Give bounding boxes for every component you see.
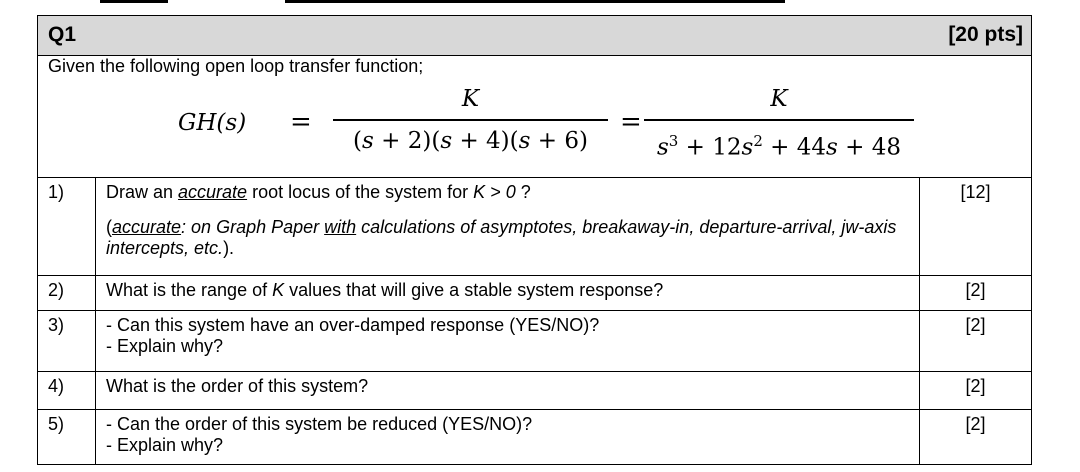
question-row-5 bbox=[38, 410, 1031, 465]
item-marks: [2] bbox=[965, 280, 986, 300]
item-marks-cell bbox=[919, 410, 1031, 465]
text-run: ? bbox=[515, 182, 531, 202]
den-part: + 48 bbox=[837, 134, 902, 161]
item-text bbox=[106, 414, 906, 456]
item-marks: [2] bbox=[965, 376, 986, 396]
item-line: - Can the order of this system be reduced (YES/NO)? bbox=[106, 414, 533, 434]
text-run: : on Graph Paper bbox=[181, 217, 325, 237]
den-power: 3 bbox=[668, 132, 679, 150]
text-run: calculations of asymptotes, breakaway-in, departure-arrival, jw-axis intercepts, etc. bbox=[106, 217, 897, 258]
text-run: root locus of the system for bbox=[247, 182, 474, 202]
item-number: 5) bbox=[48, 414, 65, 434]
item-marks-cell bbox=[919, 276, 1031, 310]
item-number-cell bbox=[38, 178, 96, 275]
item-note bbox=[106, 217, 906, 259]
factored-denominator bbox=[333, 121, 608, 159]
item-number-cell bbox=[38, 311, 96, 371]
question-row-4 bbox=[38, 372, 1031, 410]
question-points: [20 pts] bbox=[948, 23, 1023, 46]
den-var: s bbox=[362, 128, 374, 154]
item-question bbox=[106, 182, 906, 203]
den-part: + 12 bbox=[678, 134, 742, 161]
transfer-function-lhs: GH(s) bbox=[178, 110, 247, 136]
top-rule-left bbox=[100, 0, 168, 3]
item-marks-cell bbox=[919, 372, 1031, 409]
equals-sign: = bbox=[290, 107, 312, 137]
item-text bbox=[106, 376, 906, 397]
given-intro: Given the following open loop transfer function; bbox=[48, 56, 424, 76]
item-number: 2) bbox=[48, 280, 65, 300]
text-run: ( bbox=[106, 217, 112, 237]
text-run-underlined: with bbox=[324, 217, 357, 237]
equals-sign: = bbox=[620, 107, 642, 137]
den-part: + 6) bbox=[530, 128, 588, 154]
den-part: + 44 bbox=[762, 134, 827, 161]
question-row-1 bbox=[38, 178, 1031, 276]
question-row-3 bbox=[38, 311, 1031, 372]
text-run-underlined: accurate bbox=[112, 217, 182, 237]
item-line: What is the order of this system? bbox=[106, 376, 369, 396]
den-var: s bbox=[518, 128, 531, 154]
den-part: + 2)( bbox=[373, 128, 441, 154]
item-marks: [12] bbox=[960, 182, 991, 202]
text-run-italic: K > 0 bbox=[473, 182, 516, 202]
item-marks: [2] bbox=[965, 414, 986, 434]
expanded-fraction bbox=[644, 82, 914, 159]
den-var: s bbox=[440, 128, 453, 154]
question-header bbox=[38, 16, 1031, 56]
item-number: 3) bbox=[48, 315, 65, 335]
item-line: - Explain why? bbox=[106, 336, 224, 356]
item-marks-cell bbox=[919, 311, 1031, 371]
den-var: s bbox=[826, 134, 838, 161]
den-power: 2 bbox=[753, 132, 763, 150]
item-text bbox=[106, 280, 906, 301]
given-section bbox=[38, 56, 1031, 178]
item-number-cell bbox=[38, 276, 96, 310]
transfer-function bbox=[178, 82, 938, 172]
item-marks-cell bbox=[919, 178, 1031, 275]
text-run: ). bbox=[223, 238, 235, 258]
numerator: K bbox=[770, 86, 788, 112]
question-row-2 bbox=[38, 276, 1031, 311]
item-number: 1) bbox=[48, 182, 65, 202]
item-text bbox=[106, 315, 906, 357]
den-var: s bbox=[656, 134, 669, 161]
top-rule-right bbox=[285, 0, 785, 3]
text-run-italic: K bbox=[272, 280, 285, 300]
question-table bbox=[37, 15, 1032, 465]
expanded-denominator bbox=[644, 121, 914, 159]
factored-fraction bbox=[333, 82, 608, 159]
item-number-cell bbox=[38, 372, 96, 409]
item-marks: [2] bbox=[965, 315, 986, 335]
item-number-cell bbox=[38, 410, 96, 465]
text-run: What is the range of bbox=[106, 280, 273, 300]
text-run: Draw an bbox=[106, 182, 179, 202]
den-part: ( bbox=[353, 128, 363, 154]
den-var: s bbox=[741, 134, 754, 161]
den-part: + 4)( bbox=[452, 128, 519, 154]
item-number: 4) bbox=[48, 376, 65, 396]
text-run: values that will give a stable system response? bbox=[284, 280, 664, 300]
question-number: Q1 bbox=[48, 23, 77, 46]
text-run-underlined: accurate bbox=[178, 182, 248, 202]
item-text bbox=[106, 182, 906, 259]
numerator: K bbox=[461, 86, 480, 112]
item-line: - Can this system have an over-damped response (YES/NO)? bbox=[106, 315, 600, 335]
item-line: - Explain why? bbox=[106, 435, 224, 455]
